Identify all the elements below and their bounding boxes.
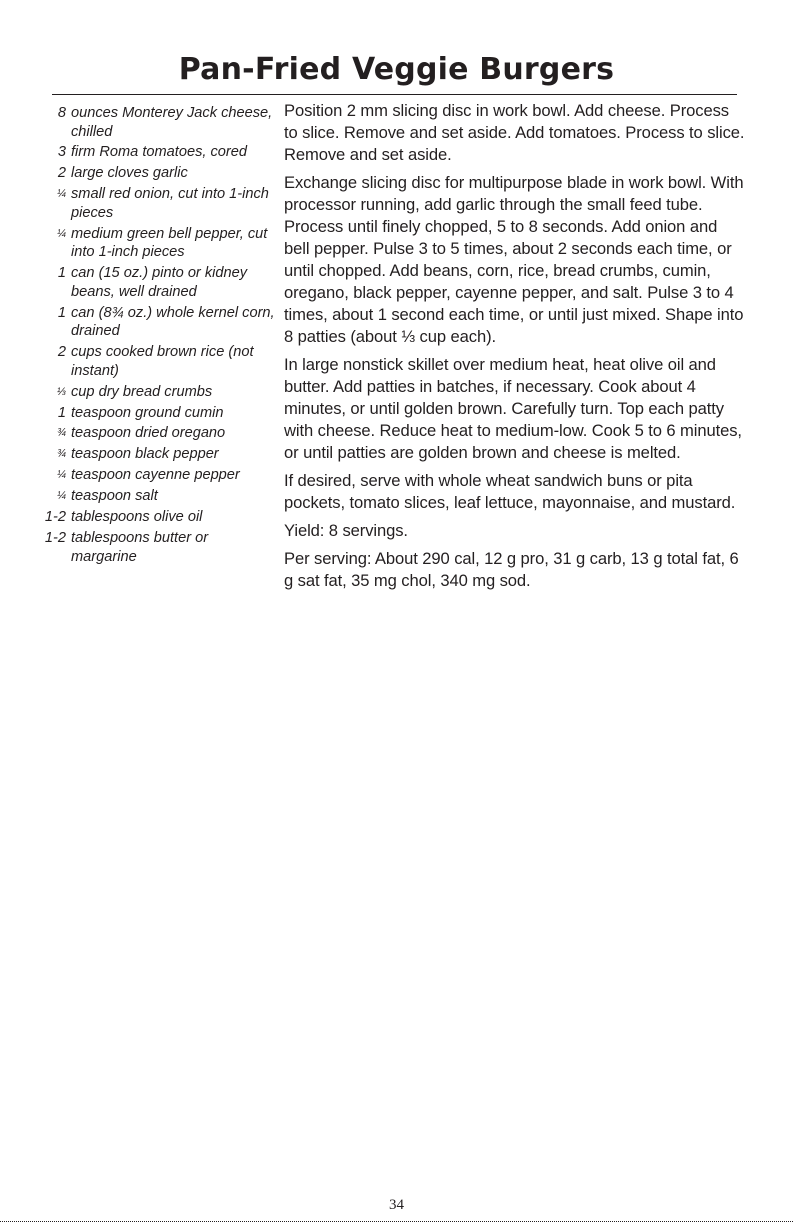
ingredient-quantity: 2 bbox=[57, 344, 66, 361]
ingredient-item bbox=[36, 143, 276, 162]
direction-paragraph: Exchange slicing disc for multipurpose blade in work bowl. With processor running, add garlic through the small feed tube. Process until finely chopped, 5 to 8 seconds. Add onion and bell pepper. Pulse 3 to 5 times, about 2 seconds each time, or until chopped. Add beans, corn, rice, bread crumbs, cumin, oregano, black pepper, cayenne pepper, and salt. Pulse 3 to 4 times, about 1 second each time, or until just mixed. Shape into 8 patties (about ⅓ cup each). bbox=[284, 173, 744, 346]
ingredient-quantity: 3 bbox=[57, 144, 66, 161]
ingredient-text: firm Roma tomatoes, cored bbox=[71, 144, 247, 161]
ingredient-item bbox=[36, 304, 276, 341]
ingredients-list bbox=[36, 104, 276, 568]
ingredient-text: can (15 oz.) pinto or kidney beans, well drained bbox=[71, 265, 248, 300]
directions bbox=[284, 100, 746, 598]
ingredient-text: small red onion, cut into 1-inch pieces bbox=[71, 186, 269, 221]
ingredient-quantity: 1-2 bbox=[44, 529, 66, 546]
ingredient-item bbox=[36, 508, 276, 527]
ingredient-text: tablespoons olive oil bbox=[71, 509, 203, 526]
ingredient-text: teaspoon ground cumin bbox=[71, 404, 224, 421]
ingredient-item bbox=[36, 424, 276, 443]
page-title: Pan-Fried Veggie Burgers bbox=[178, 52, 615, 87]
ingredient-text: teaspoon black pepper bbox=[71, 446, 219, 463]
yield-text: Yield: 8 servings. bbox=[284, 521, 408, 540]
ingredient-item bbox=[36, 185, 276, 222]
direction-paragraph: Position 2 mm slicing disc in work bowl. Add cheese. Process to slice. Remove and set aside. Add tomatoes. Process to slice. Remove and set aside. bbox=[284, 101, 745, 164]
page-number: 34 bbox=[389, 1197, 404, 1213]
ingredient-text: teaspoon dried oregano bbox=[71, 425, 226, 442]
ingredient-item bbox=[36, 529, 276, 566]
ingredient-quantity: ¼ bbox=[56, 188, 66, 201]
ingredient-quantity: 1 bbox=[57, 265, 66, 282]
ingredient-quantity: 2 bbox=[57, 165, 66, 182]
ingredient-item bbox=[36, 104, 276, 141]
page-bottom-edge bbox=[0, 1221, 793, 1222]
nutrition-text: Per serving: About 290 cal, 12 g pro, 31 g carb, 13 g total fat, 6 g sat fat, 35 mg chol, 340 mg sod. bbox=[284, 549, 739, 590]
ingredient-text: cups cooked brown rice (not instant) bbox=[71, 344, 254, 379]
ingredient-quantity: ¼ bbox=[56, 490, 66, 503]
ingredient-text: medium green bell pepper, cut into 1-inch pieces bbox=[71, 225, 268, 261]
ingredient-text: large cloves garlic bbox=[71, 165, 188, 182]
ingredient-quantity: 8 bbox=[57, 105, 66, 121]
ingredient-item bbox=[36, 264, 276, 301]
ingredient-quantity: ¾ bbox=[56, 448, 66, 461]
ingredient-quantity: ¼ bbox=[56, 227, 66, 240]
title-rule bbox=[52, 94, 737, 95]
direction-paragraph: If desired, serve with whole wheat sandwich buns or pita pockets, tomato slices, leaf lettuce, mayonnaise, and mustard. bbox=[284, 471, 736, 512]
ingredient-text: teaspoon salt bbox=[71, 488, 158, 505]
ingredient-item bbox=[36, 383, 276, 402]
ingredient-text: tablespoons butter or margarine bbox=[71, 529, 209, 565]
ingredient-text: cup dry bread crumbs bbox=[71, 383, 213, 400]
ingredient-text: can (8¾ oz.) whole kernel corn, drained bbox=[71, 304, 275, 340]
ingredient-item bbox=[36, 445, 276, 464]
ingredient-quantity: 1-2 bbox=[44, 509, 66, 526]
ingredient-item bbox=[36, 404, 276, 423]
ingredient-quantity: ¾ bbox=[56, 427, 66, 440]
ingredient-item bbox=[36, 343, 276, 380]
ingredient-text: ounces Monterey Jack cheese, chilled bbox=[71, 105, 273, 140]
ingredient-item bbox=[36, 487, 276, 506]
ingredient-item bbox=[36, 225, 276, 262]
ingredient-item bbox=[36, 466, 276, 485]
ingredient-quantity: 1 bbox=[57, 404, 66, 421]
ingredient-item bbox=[36, 164, 276, 183]
ingredient-quantity: ⅓ bbox=[56, 385, 66, 398]
direction-paragraph: In large nonstick skillet over medium heat, heat olive oil and butter. Add patties in batches, if necessary. Cook about 4 minutes, or until golden brown. Carefully turn. Top each patty with cheese. Reduce heat to medium-low. Cook 5 to 6 minutes, or until patties are golden brown and cheese is melted. bbox=[284, 355, 742, 462]
ingredient-text: teaspoon cayenne pepper bbox=[71, 467, 240, 484]
ingredient-quantity: 1 bbox=[57, 304, 66, 321]
ingredient-quantity: ¼ bbox=[56, 469, 66, 482]
